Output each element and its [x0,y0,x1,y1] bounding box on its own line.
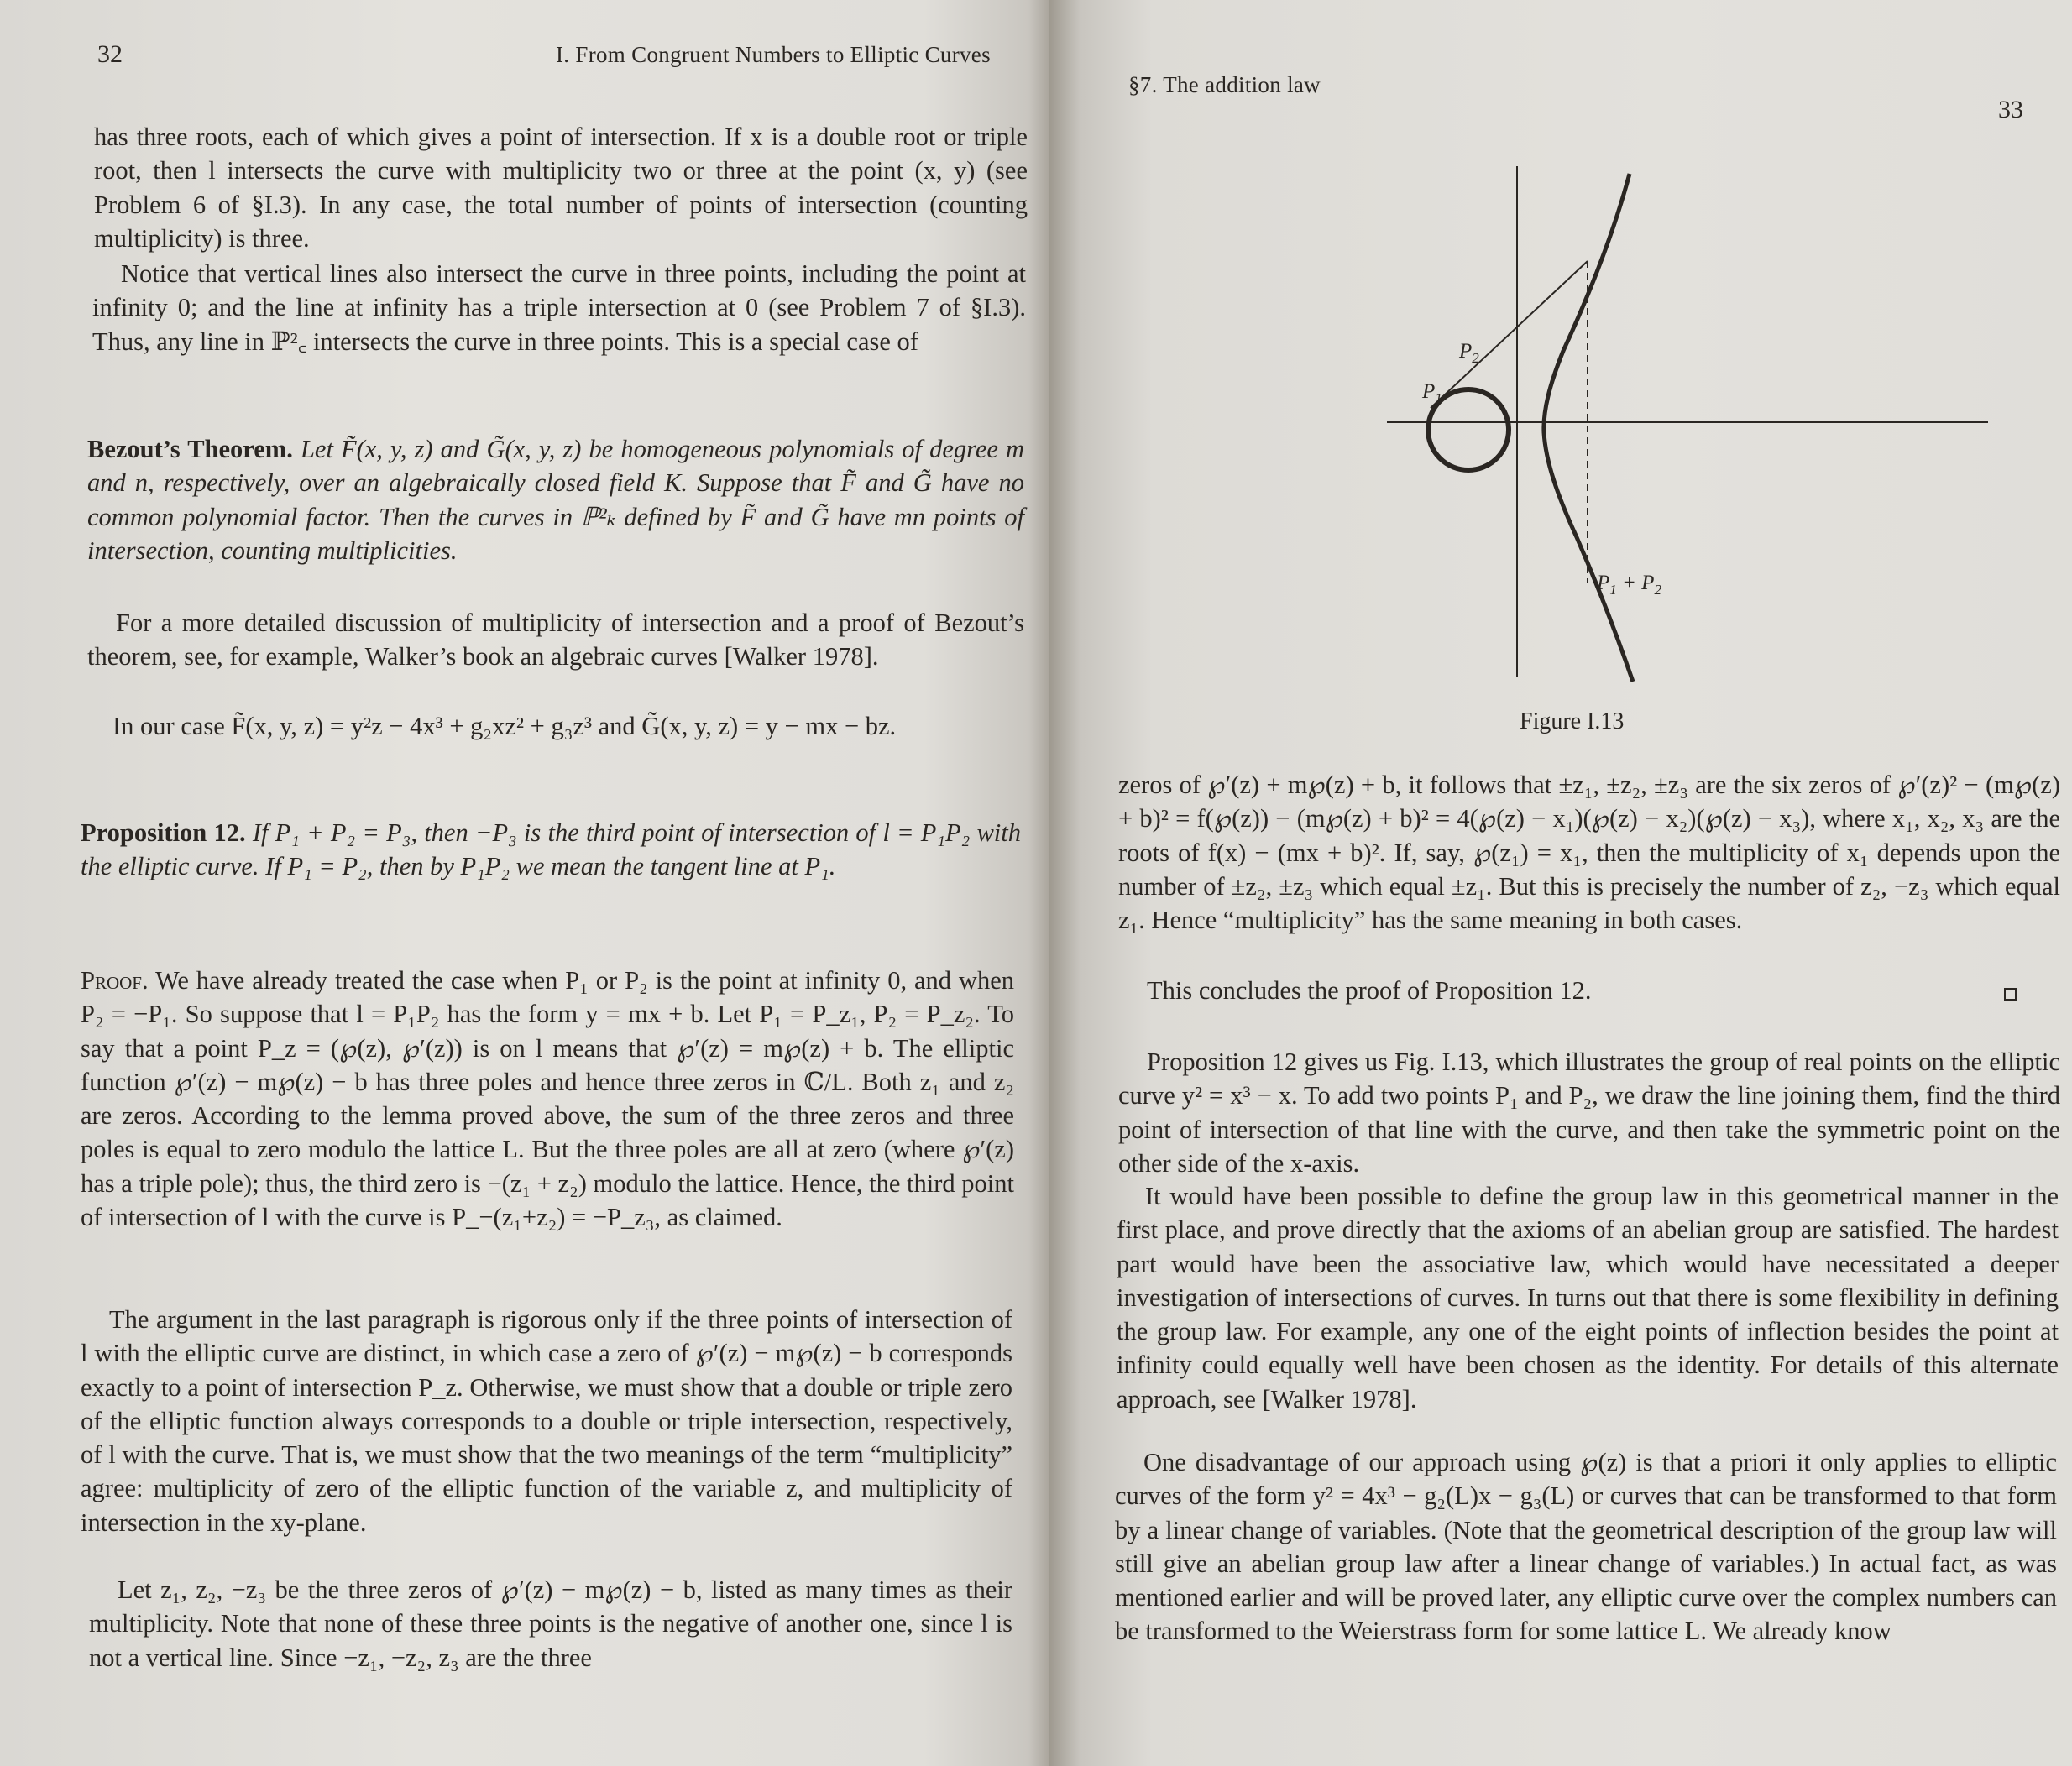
proposition-statement: If P₁ + P₂ = P₃, then −P₃ is the third point of intersection of l = P₁P₂ with the elliptic curve. If P₁ = P₂, then by P₁P₂ we mean the tangent line at P₁. [81,818,1021,881]
running-head-right: §7. The addition law [1128,72,1321,97]
secant-line [1431,261,1588,408]
bezout-statement: Let F̃(x, y, z) and G̃(x, y, z) be homogeneous polynomials of degree m and n, respectively, over an algebraically closed field K. Suppose that F̃ and G̃ have no common polynomial factor. Then the curves in ℙ²ₖ defined by F̃ and G̃ have mn points of intersection, counting multiplicities. [87,435,1025,565]
label-p1: $P_1$ [1422,380,1442,406]
label-p1-plus-p2: $P_1 + P_2$ [1597,572,1661,598]
page-number-right: 33 [1998,96,2023,123]
proposition-label: Proposition 12. [81,818,246,847]
right-page [1049,0,2072,1766]
paragraph-geometric-group-law: It would have been possible to define the group law in this geometrical manner in the first place, and prove directly that the axioms of an abelian group are satisfied. The hardest part would have been the associative law, which would have necessitated a deeper investigation of intersections of curves. In turns out that there is some flexibility in defining the group law. For example, any one of the eight points of inflection besides the point at infinity could equally well have been chosen as the identity. For details of this alternate approach, see [Walker 1978]. [1117,1182,2059,1413]
paragraph-our-case: In our case F̃(x, y, z) = y²z − 4x³ + g₂xz² + g₃z³ and G̃(x, y, z) = y − mx − bz. [112,712,897,740]
qed-symbol [2004,988,2017,1001]
proof-label: Proof. [81,966,149,995]
paragraph-discussion: For a more detailed discussion of multiplicity of intersection and a proof of Bezout’s theorem, see, for example, Walker’s book an algebraic curves [Walker 1978]. [87,609,1024,671]
bezout-label: Bezout’s Theorem. [87,435,293,463]
running-head-left: I. From Congruent Numbers to Elliptic Curves [556,42,991,67]
paragraph-figure-discussion: Proposition 12 gives us Fig. I.13, which illustrates the group of real points on the elliptic curve y² = x³ − x. To add two points P₁ and P₂, we draw the line joining them, find the third point of intersection of that line with the curve, and then take the symmetric point on the other side of the x-axis. [1118,1048,2060,1178]
proposition-12 [81,816,1021,884]
label-p2: $P_2$ [1459,340,1479,366]
paragraph-argument: The argument in the last paragraph is rigorous only if the three points of intersection of l with the elliptic curve are distinct, in which case a zero of ℘′(z) − m℘(z) − b corresponds exactly to a point of intersection P_z. Otherwise, we must show that a double or triple zero of the elliptic function always corresponds to a double or triple intersection, respectively, of l with the curve. That is, we must show that the two meanings of the term “multiplicity” agree: multiplicity of zero of the elliptic function of the variable z, and multiplicity of intersection in the xy-plane. [81,1305,1012,1537]
figure-elliptic-curve [1377,159,1998,697]
figure-caption: Figure I.13 [1520,708,1625,734]
bezout-theorem [87,432,1024,567]
paragraph-vertical-lines: Notice that vertical lines also intersect the curve in three points, including the point at infinity 0; and the line at infinity has a triple intersection at 0 (see Problem 7 of §I.3). Thus, any line in ℙ²꜀ intersects the curve in three points. This is a special case of [92,259,1026,356]
paragraph-zeros: Let z₁, z₂, −z₃ be the three zeros of ℘′(z) − m℘(z) − b, listed as many times as their multiplicity. Note that none of these three points is the negative of another one, since l is not a vertical line. Since −z₁, −z₂, z₃ are the three [89,1575,1012,1672]
proof-paragraph [81,964,1014,1234]
proof-text: We have already treated the case when P₁ or P₂ is the point at infinity 0, and when P₂ = −P₁. So suppose that l = P₁P₂ has the form y = mx + b. Let P₁ = P_z₁, P₂ = P_z₂. To say that a point P_z = (℘(z), ℘′(z)) is on l means that ℘′(z) = m℘(z) + b. The elliptic function ℘′(z) − m℘(z) − b has three poles and hence three zeros in ℂ/L. Both z₁ and z₂ are zeros. According to the lemma proved above, the sum of the three zeros and three poles is equal to zero modulo the lattice L. But the three poles are all at zero (where ℘′(z) has a triple pole); thus, the third zero is −(z₁ + z₂) modulo the lattice. Hence, the third point of intersection of l with the curve is P_−(z₁+z₂) = −P_z₃, as claimed. [81,966,1014,1232]
paragraph-roots: has three roots, each of which gives a point of intersection. If x is a double root or triple root, then l intersects the curve with multiplicity two or three at the point (x, y) (see Problem 6 of §I.3). In any case, the total number of points of intersection (counting multiplicity) is three. [94,123,1028,253]
page-number-left: 32 [97,40,123,68]
paragraph-concludes: This concludes the proof of Proposition 12. [1147,976,1592,1005]
paragraph-disadvantage: One disadvantage of our approach using ℘(z) is that a priori it only applies to elliptic curves of the form y² = 4x³ − g₂(L)x − g₃(L) or curves that can be transformed to that form by a linear change of variables. (Note that the geometrical description of the group law will still give an abelian group law after a linear change of variables.) In actual fact, as was mentioned earlier and will be proved later, any elliptic curve over the complex numbers can be transformed to the Weierstrass form for some lattice L. We already know [1115,1448,2057,1646]
paragraph-zeros-continued: zeros of ℘′(z) + m℘(z) + b, it follows that ±z₁, ±z₂, ±z₃ are the six zeros of ℘′(z)² − (m℘(z) + b)² = f(℘(z)) − (m℘(z) + b)² = 4(℘(z) − x₁)(℘(z) − x₂)(℘(z) − x₃), where x₁, x₂, x₃ are the roots of f(x) − (mx + b)². If, say, ℘(z₁) = x₁, then the multiplicity of x₁ depends upon the number of ±z₂, ±z₃ which equal ±z₁. But this is precisely the number of z₂, −z₃ which equal z₁. Hence “multiplicity” has the same meaning in both cases. [1118,771,2060,935]
